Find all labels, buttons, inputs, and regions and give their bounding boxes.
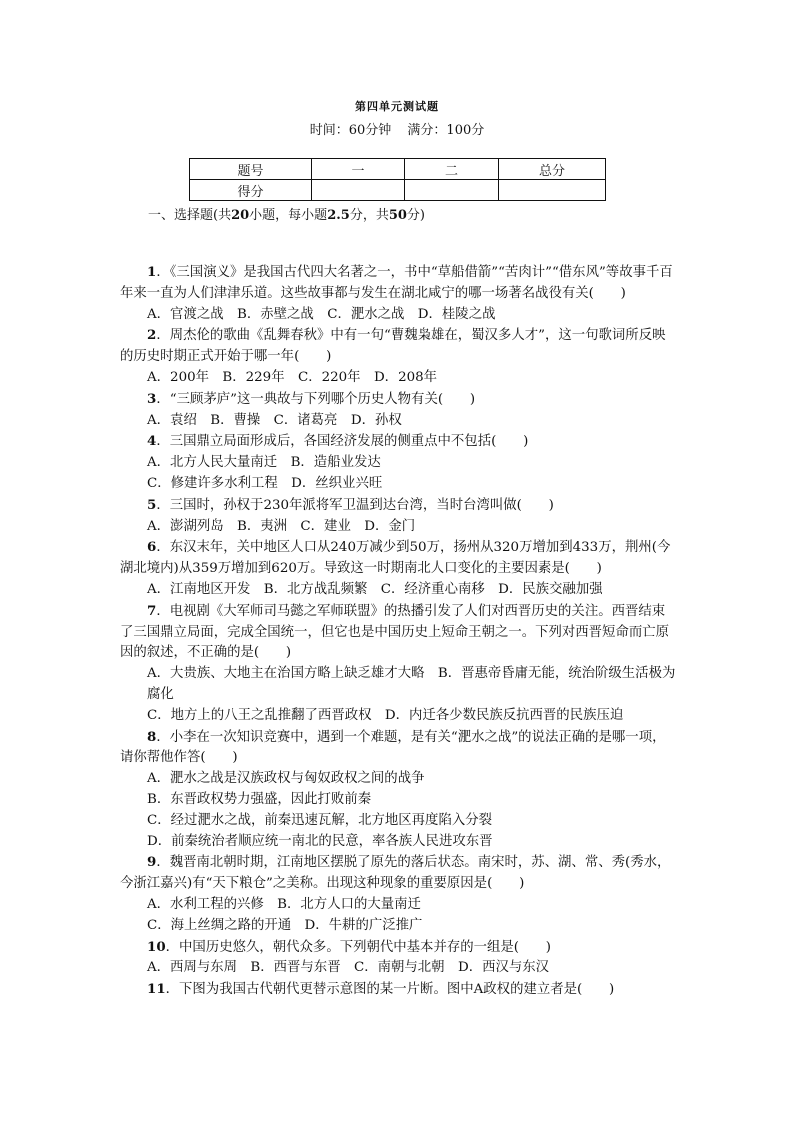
answer-options: C．修建许多水利工程 D．丝织业兴旺 — [147, 475, 383, 491]
question-number: 5 — [147, 496, 157, 513]
answer-options: A．澎湖列岛 B．夷洲 C．建业 D．金门 — [147, 518, 416, 534]
question-stem — [120, 495, 676, 517]
question-number: 6 — [147, 539, 157, 556]
score-cell[interactable] — [312, 180, 405, 201]
score-cell[interactable] — [405, 180, 499, 201]
answer-options: A．200年 B．229年 C．220年 D．208年 — [147, 369, 438, 385]
question-stem — [120, 852, 676, 895]
answer-options: A．西周与东周 B．西晋与东晋 C．南朝与北朝 D．西汉与东汉 — [147, 960, 550, 976]
answer-options: C．经过淝水之战，前秦迅速瓦解，北方地区再度陷入分裂 — [147, 812, 493, 828]
question-number: 9 — [147, 854, 157, 871]
question-stem — [120, 262, 676, 305]
question-text: ．三国时，孙权于230年派将军卫温到达台湾，当时台湾叫做( ) — [156, 497, 554, 513]
answer-options: A．袁绍 B．曹操 C．诸葛亮 D．孙权 — [147, 412, 402, 428]
exam-title: 第四单元测试题 — [355, 100, 439, 113]
score-cell: 一 — [312, 159, 405, 180]
question-list — [120, 262, 676, 1001]
question-number: 7 — [147, 602, 157, 619]
question-text: ．下图为我国古代朝代更替示意图的某一片断。图中A政权的建立者是( ) — [165, 982, 615, 998]
question-text: ．魏晋南北朝时期，江南地区摆脱了原先的落后状态。南宋时，苏、湖、常、秀(秀水，今浙江嘉兴)有“天下粮仓”之美称。出现这种现象的重要原因是( ) — [120, 855, 671, 892]
question-stem — [120, 431, 676, 453]
question-text: ．东汉末年，关中地区人口从240万减少到50万，扬州从320万增加到433万，荆州(今湖北境内)从359万增加到620万。导致这一时期南北人口变化的主要因素是( ) — [120, 540, 671, 577]
question-stem — [120, 325, 676, 368]
answer-options: B．东晋政权势力强盛，因此打败前秦 — [147, 791, 372, 807]
question-stem — [120, 937, 676, 959]
question-text: ．周杰伦的歌曲《乱舞春秋》中有一句“曹魏枭雄在，蜀汉多人才”，这一句歌词所反映的历史时期正式开始于哪一年( ) — [120, 328, 666, 365]
answer-options: A．大贵族、大地主在治国方略上缺乏雄才大略 B．晋惠帝昏庸无能，统治阶级生活极为腐化 — [147, 666, 676, 702]
question-number: 4 — [147, 433, 157, 450]
question-stem — [120, 979, 676, 1001]
score-cell: 二 — [405, 159, 499, 180]
answer-options: A．水利工程的兴修 B．北方人口的大量南迁 — [147, 896, 421, 912]
question-number: 8 — [147, 728, 157, 745]
answer-options: A．江南地区开发 B．北方战乱频繁 C．经济重心南移 D．民族交融加强 — [147, 581, 603, 597]
answer-options: D．前秦统治者顺应统一南北的民意，率各族人民进攻东晋 — [147, 833, 493, 849]
score-cell: 题号 — [190, 159, 312, 180]
question-text: ．三国鼎立局面形成后，各国经济发展的侧重点中不包括( ) — [156, 434, 529, 450]
score-cell[interactable] — [499, 180, 606, 201]
question-stem — [120, 601, 676, 664]
answer-options: A．北方人民大量南迁 B．造船业发达 — [147, 455, 381, 471]
question-number: 1 — [147, 264, 157, 280]
answer-options: A．官渡之战 B．赤壁之战 C．淝水之战 D．桂陵之战 — [147, 306, 496, 322]
question-stem — [120, 389, 676, 411]
score-table — [189, 158, 606, 201]
exam-full-score: 满分：100分 — [407, 123, 485, 138]
question-text: ．《三国演义》是我国古代四大名著之一，书中“草船借箭”“苦肉计”“借东风”等故事千百年来一直为人们津津乐道。这些故事都与发生在湖北咸宁的哪一场著名战役有关( ) — [120, 265, 673, 301]
question-number: 11 — [147, 981, 166, 998]
question-number: 10 — [147, 938, 166, 955]
score-cell: 总分 — [499, 159, 606, 180]
question-text: ．中国历史悠久，朝代众多。下列朝代中基本并存的一组是( ) — [165, 939, 552, 955]
score-table-header-row — [190, 159, 606, 180]
answer-options: C．地方上的八王之乱推翻了西晋政权 D．内迁各少数民族反抗西晋的民族压迫 — [147, 707, 624, 723]
question-text: ．小李在一次知识竞赛中，遇到一个难题，是有关“淝水之战”的说法正确的是哪一项，请你帮他作答( ) — [120, 729, 666, 766]
question-number: 3 — [147, 390, 157, 407]
question-text: ．“三顾茅庐”这一典故与下列哪个历史人物有关( ) — [156, 391, 476, 407]
section-heading: 一、选择题(共20小题，每小题2.5分，共50分) — [148, 208, 425, 223]
question-stem — [120, 537, 676, 580]
exam-time: 时间：60分钟 — [309, 123, 392, 138]
score-cell: 得分 — [190, 180, 312, 201]
question-stem — [120, 727, 676, 770]
answer-options: C．海上丝绸之路的开通 D．牛耕的广泛推广 — [147, 917, 423, 933]
score-table-score-row — [190, 180, 606, 201]
question-number: 2 — [147, 327, 157, 344]
answer-options: A．淝水之战是汉族政权与匈奴政权之间的战争 — [147, 771, 425, 787]
question-text: ．电视剧《大军师司马懿之军师联盟》的热播引发了人们对西晋历史的关注。西晋结束了三国鼎立局面，完成全国统一，但它也是中国历史上短命王朝之一。下列对西晋短命而亡原因的叙述，不正确的是( ) — [120, 603, 670, 661]
exam-subtitle — [0, 119, 794, 138]
